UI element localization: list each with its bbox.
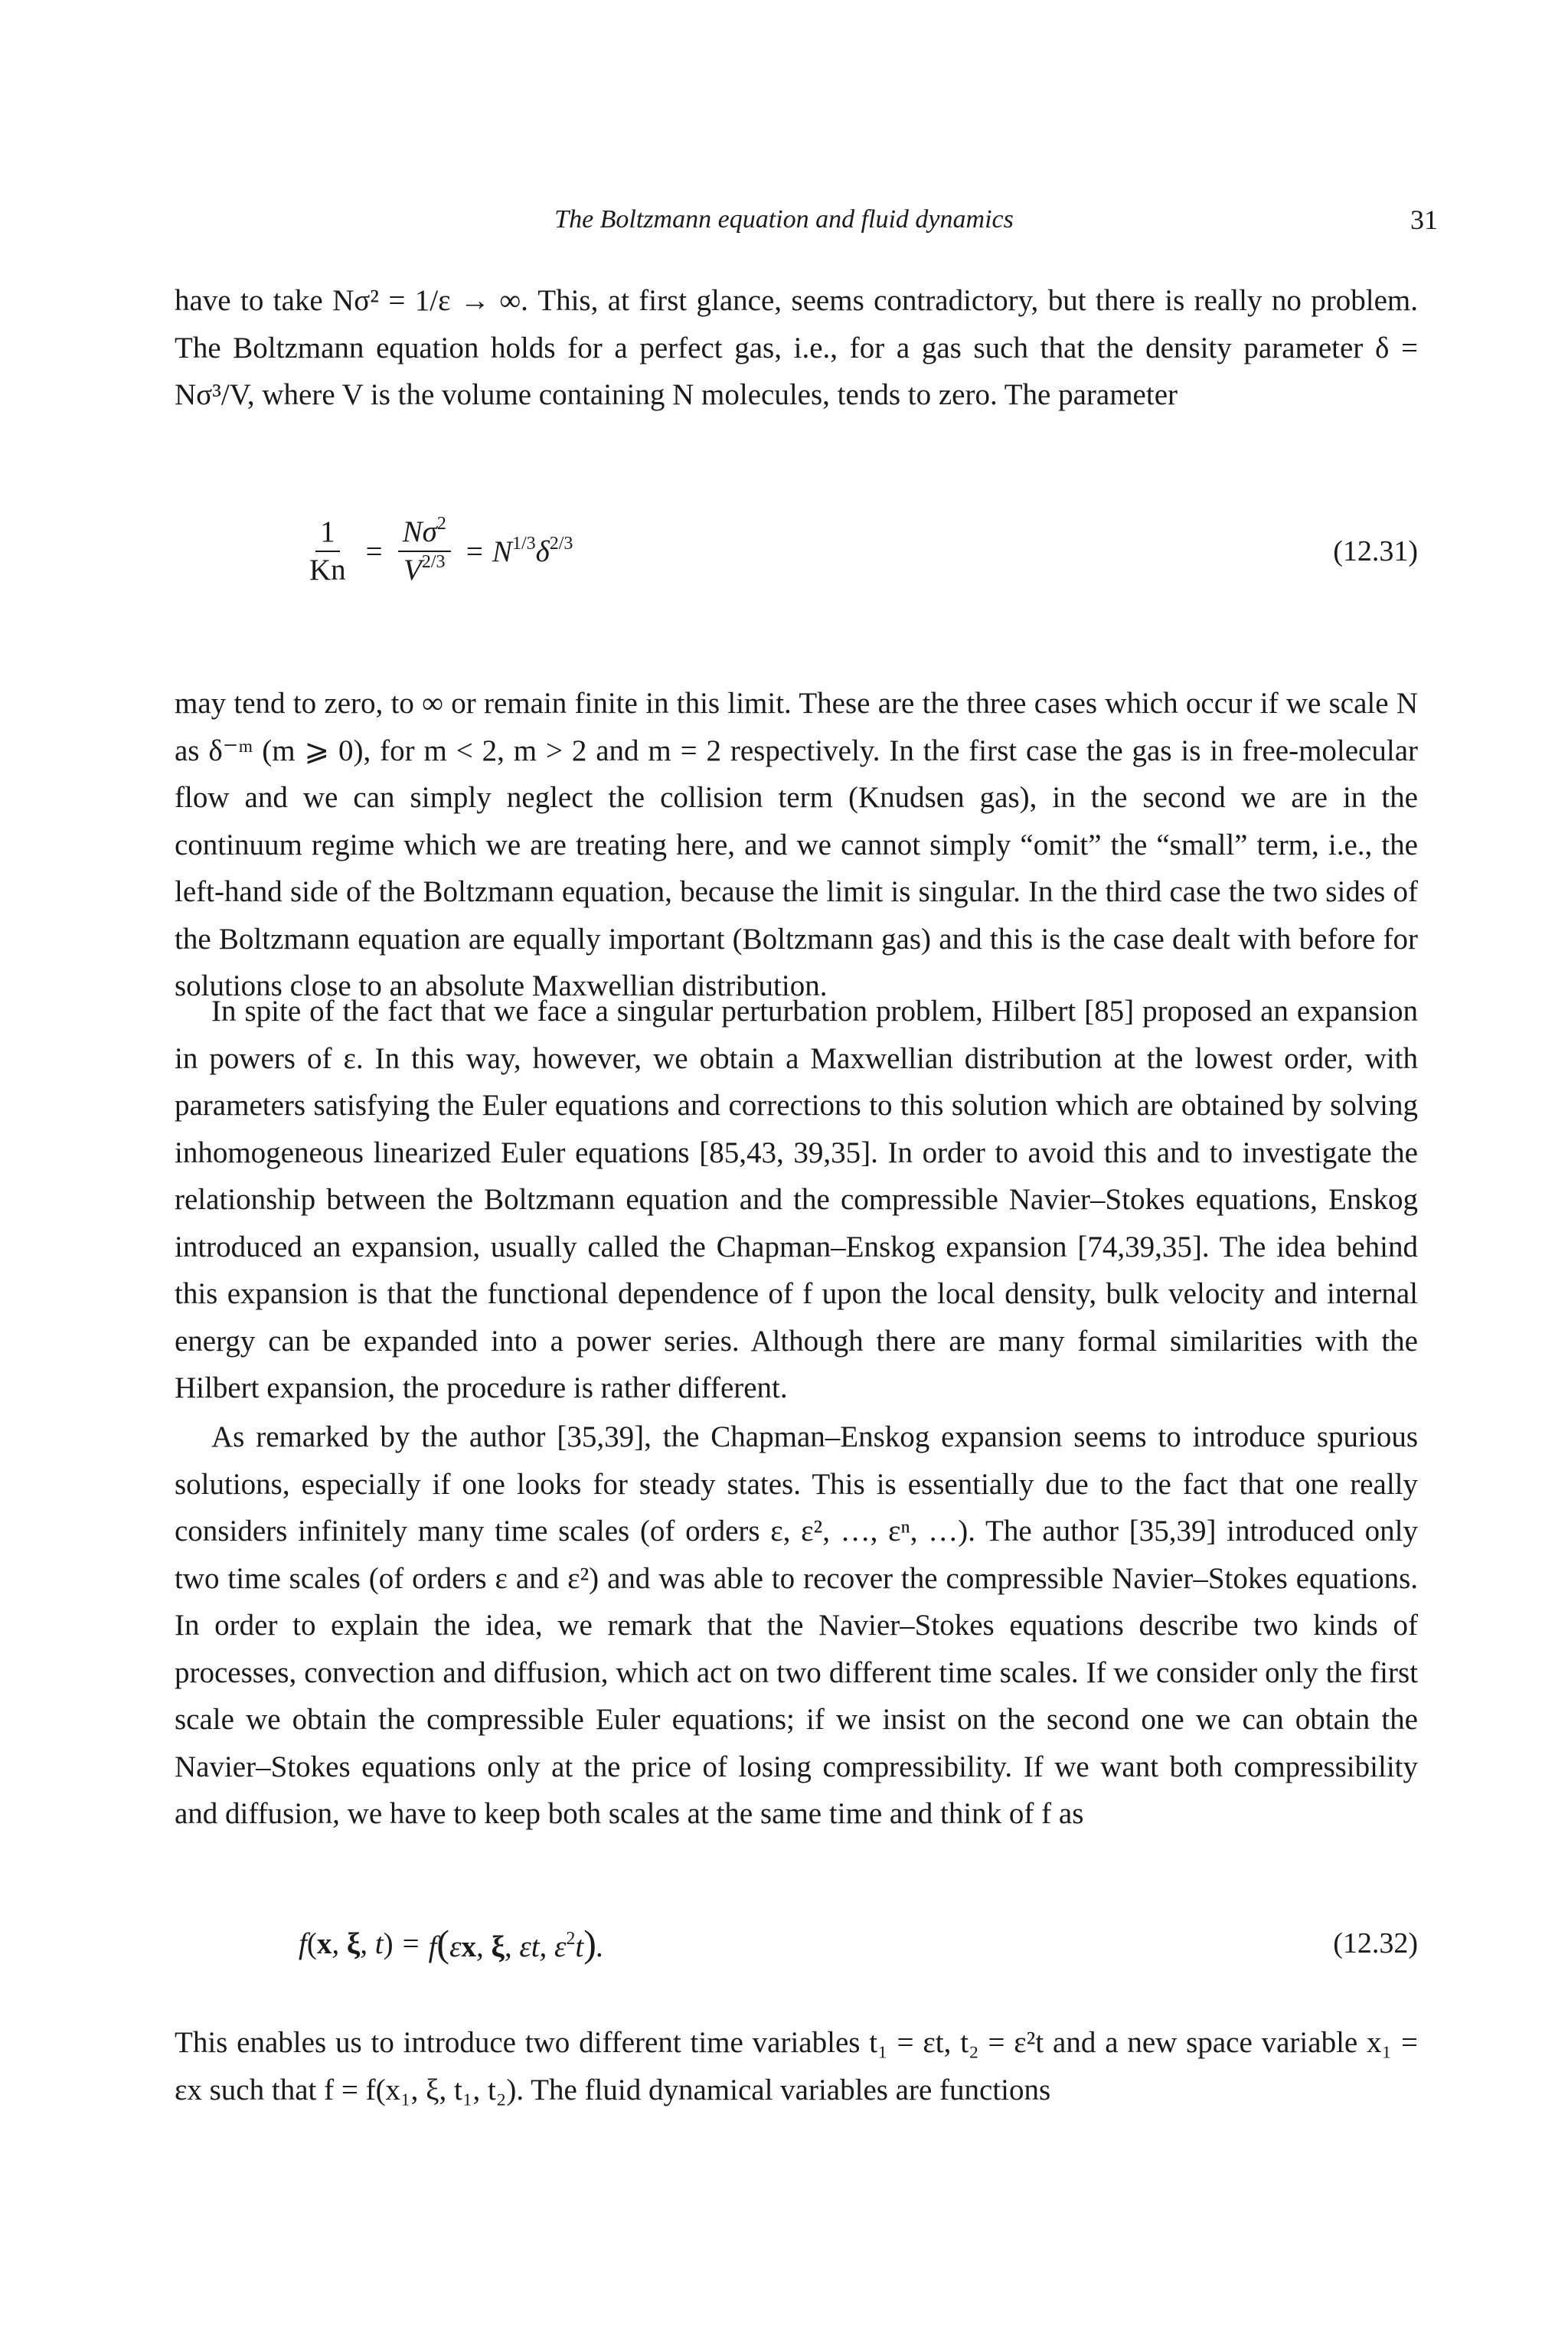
equation-number: (12.31) — [1333, 535, 1418, 567]
equation-number: (12.32) — [1333, 1927, 1418, 1959]
running-head — [0, 201, 1568, 239]
equation-formula: f(x, ξ, t) = f(εx, ξ, εt, $\varepsilon^2t$). — [299, 1922, 604, 1965]
paragraph-text: may tend to zero, to ∞ or remain finite in this limit. These are the three cases which occur if we scale N as δ⁻ᵐ (m ⩾ 0), for m < 2, m > 2 and m = 2 respectively. In the first case the gas is in free-molecular flow and we can simply neglect the collision term (Knudsen gas), in the second we are in the continuum regime which we are treating here, and we cannot simply “omit” the “small” term, i.e., the left-hand side of the Boltzmann equation, because the limit is singular. In the third case the two sides of the Boltzmann equation are equally important (Boltzmann gas) and this is the case dealt with before for solutions close to an absolute Maxwellian distribution. — [175, 687, 1418, 1002]
equation-12-31 — [175, 505, 1418, 597]
equation-12-32 — [175, 1897, 1418, 1989]
paragraph-text: As remarked by the author [35,39], the Chapman–Enskog expansion seems to introduce spurious solutions, especially if one looks for steady states. This is essentially due to the fact that one really considers infinitely many time scales (of orders ε, ε², …, εⁿ, …). The author [35,39] introduced only two time scales (of orders ε and ε²) and was able to recover the compressible Navier–Stokes equations. In order to explain the idea, we remark that the Navier–Stokes equations describe two kinds of processes, convection and diffusion, which act on two different time scales. If we consider only the first scale we obtain the compressible Euler equations; if we insist on the second one we can obtain the Navier–Stokes equations only at the price of losing compressibility. If we want both compressibility and diffusion, we have to keep both scales at the same time and think of f as — [175, 1420, 1418, 1830]
equation-formula: $\frac{1}{Kn}$ = $\frac{N\sigma^2}{V^{2/3}}$ = $N^{1/3}\delta^{2/3}$ — [299, 505, 573, 597]
page-number: 31 — [1410, 204, 1438, 235]
paragraph-time-scales — [175, 1414, 1418, 1838]
paragraph-hilbert-expansion — [175, 988, 1418, 1412]
fraction-density-ratio: $\frac{N\sigma^2}{V^{2/3}}$ — [398, 514, 451, 589]
paragraph-text: have to take Nσ² = 1/ε → ∞. This, at first glance, seems contradictory, but there is really no problem. The Boltzmann equation holds for a perfect gas, i.e., for a gas such that the density parameter δ = Nσ³/V, where V is the volume containing N molecules, tends to zero. The parameter — [175, 284, 1418, 411]
fraction-inverse-knudsen: $\frac{1}{Kn}$ — [309, 515, 346, 587]
paragraph-text: This enables us to introduce two different time variables t₁ = εt, t₂ = ε²t and a new space variable x₁ = εx such that f = f(x₁, ξ, t₁, t₂). The fluid dynamical variables are functions — [175, 2026, 1418, 2106]
paragraph-text: In spite of the fact that we face a singular perturbation problem, Hilbert [85] proposed an expansion in powers of ε. In this way, however, we obtain a Maxwellian distribution at the lowest order, with parameters satisfying the Euler equations and corrections to this solution which are obtained by solving inhomogeneous linearized Euler equations [85,43, 39,35]. In order to avoid this and to investigate the relationship between the Boltzmann equation and the compressible Navier–Stokes equations, Enskog introduced an expansion, usually called the Chapman–Enskog expansion [74,39,35]. The idea behind this expansion is that the functional dependence of f upon the local density, bulk velocity and internal energy can be expanded into a power series. Although there are many formal similarities with the Hilbert expansion, the procedure is rather different. — [175, 995, 1418, 1404]
paragraph-time-variables — [175, 2019, 1418, 2113]
running-title: The Boltzmann equation and fluid dynamics — [554, 205, 1014, 234]
paragraph-intro — [175, 277, 1418, 419]
paragraph-limit-cases — [175, 680, 1418, 1010]
